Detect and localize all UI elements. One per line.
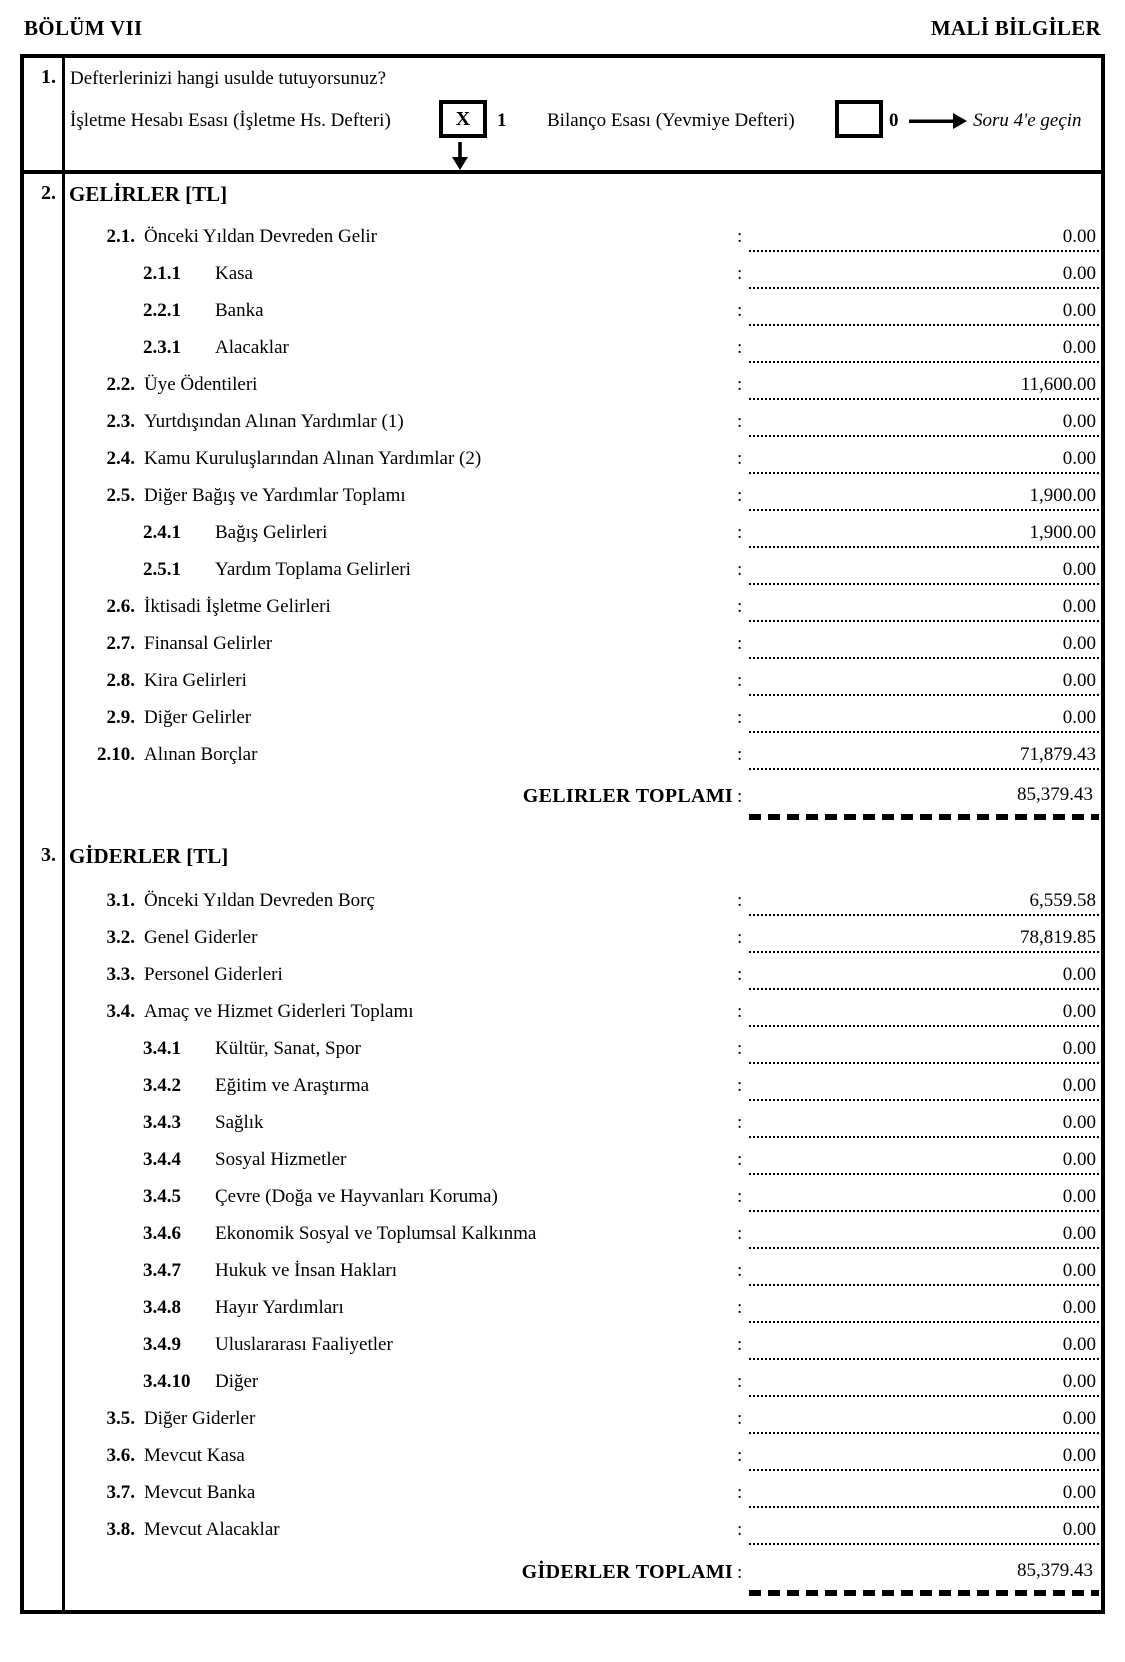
income-row [65, 438, 1101, 475]
row-colon: : [737, 485, 743, 506]
expense-section-number: 3. [41, 844, 56, 866]
row-colon: : [737, 337, 743, 358]
row-label: Önceki Yıldan Devreden Borç [144, 890, 375, 911]
income-total-dashed-line [749, 814, 1099, 820]
row-label: Hukuk ve İnsan Hakları [215, 1260, 398, 1281]
row-value: 0.00 [1062, 1112, 1096, 1133]
row-value-line [749, 1260, 1099, 1286]
row-number: 3.4.9 [143, 1334, 181, 1355]
row-colon: : [737, 707, 743, 728]
row-label: Hayır Yardımları [215, 1297, 344, 1318]
income-row [65, 475, 1101, 512]
expense-total-row [65, 1550, 1101, 1596]
row-number: 2.5.1 [143, 559, 181, 580]
row-value: 78,819.85 [1020, 927, 1096, 948]
row-colon: : [737, 1038, 743, 1059]
row-colon: : [737, 1260, 743, 1281]
expense-total-dashed-line [749, 1590, 1099, 1596]
row-colon: : [737, 1075, 743, 1096]
row-number: 3.4.3 [143, 1112, 181, 1133]
row-colon: : [737, 1408, 743, 1429]
row-value: 0.00 [1062, 1149, 1096, 1170]
row-value: 0.00 [1062, 1075, 1096, 1096]
row-colon: : [737, 1371, 743, 1392]
row-number: 2.3.1 [143, 337, 181, 358]
row-colon: : [737, 374, 743, 395]
row-number: 2.9. [106, 707, 135, 728]
row-number: 2.3. [106, 411, 135, 432]
row-value-line [749, 670, 1099, 696]
row-number: 2.10. [97, 744, 135, 765]
income-total-row [65, 774, 1101, 820]
row-value: 0.00 [1062, 411, 1096, 432]
row-number: 3.7. [106, 1482, 135, 1503]
row-value: 0.00 [1062, 964, 1096, 985]
row-value-line [749, 1223, 1099, 1249]
row-value-line [749, 300, 1099, 326]
row-label: Kamu Kuruluşlarından Alınan Yardımlar (2) [144, 448, 482, 469]
row-value-line [749, 1519, 1099, 1545]
row-value: 0.00 [1062, 448, 1096, 469]
row-colon: : [737, 411, 743, 432]
row-label: Diğer [215, 1371, 259, 1392]
row-value-line [749, 1149, 1099, 1175]
expense-row [65, 991, 1101, 1028]
row-colon: : [737, 1112, 743, 1133]
row-number: 2.5. [106, 485, 135, 506]
option2-checkbox [835, 100, 883, 138]
income-total-colon: : [737, 786, 743, 807]
row-value-line [749, 226, 1099, 252]
row-colon: : [737, 559, 743, 580]
row-value-line [749, 1408, 1099, 1434]
row-number: 3.4.5 [143, 1186, 181, 1207]
row-value: 11,600.00 [1020, 374, 1096, 395]
expense-total-colon: : [737, 1562, 743, 1583]
expense-row [65, 1324, 1101, 1361]
row-label: Kira Gelirleri [144, 670, 247, 691]
down-arrow-icon [449, 142, 471, 176]
row-label: Mevcut Alacaklar [144, 1519, 280, 1540]
income-row [65, 327, 1101, 364]
expense-row [65, 1065, 1101, 1102]
row-value: 0.00 [1062, 226, 1096, 247]
form-table [20, 54, 1105, 1614]
row-value: 0.00 [1062, 1334, 1096, 1355]
row-number: 2.4. [106, 448, 135, 469]
row-label: Kasa [215, 263, 253, 284]
row-colon: : [737, 1482, 743, 1503]
row-number: 3.1. [106, 890, 135, 911]
row-value-line [749, 1112, 1099, 1138]
expense-row [65, 1028, 1101, 1065]
row-label: Sağlık [215, 1112, 264, 1133]
row-colon: : [737, 633, 743, 654]
row-value-line [749, 596, 1099, 622]
row-value-line [749, 890, 1099, 916]
expense-row [65, 917, 1101, 954]
row-number: 3.8. [106, 1519, 135, 1540]
row-value-line [749, 1297, 1099, 1323]
question1-text: Defterlerinizi hangi usulde tutuyorsunuz? [70, 68, 387, 89]
row-value-line [749, 485, 1099, 511]
row-colon: : [737, 670, 743, 691]
row-value-line [749, 1334, 1099, 1360]
row-value: 1,900.00 [1029, 485, 1096, 506]
expense-row [65, 1509, 1101, 1546]
row-number: 3.4.6 [143, 1223, 181, 1244]
row-value: 0.00 [1062, 1223, 1096, 1244]
income-section-number: 2. [41, 182, 56, 204]
skip-note: Soru 4'e geçin [973, 110, 1082, 131]
income-row [65, 586, 1101, 623]
income-row [65, 512, 1101, 549]
row-label: Personel Giderleri [144, 964, 283, 985]
row-value: 71,879.43 [1020, 744, 1096, 765]
row-label: İktisadi İşletme Gelirleri [144, 596, 331, 617]
row-label: Mevcut Kasa [144, 1445, 245, 1466]
row-number: 3.4. [106, 1001, 135, 1022]
row-label: Önceki Yıldan Devreden Gelir [144, 226, 378, 247]
row-number: 3.4.10 [143, 1371, 191, 1392]
row-value: 0.00 [1062, 707, 1096, 728]
expense-total-label: GİDERLER TOPLAMI [521, 1561, 733, 1583]
row-value-line [749, 1038, 1099, 1064]
row-label: Alınan Borçlar [144, 744, 258, 765]
row-value: 0.00 [1062, 1297, 1096, 1318]
row-number: 2.1. [106, 226, 135, 247]
expense-row [65, 1361, 1101, 1398]
row-value: 0.00 [1062, 1408, 1096, 1429]
row-colon: : [737, 1149, 743, 1170]
expense-rows [65, 880, 1101, 1546]
row-label: Diğer Giderler [144, 1408, 256, 1429]
row-number: 3.3. [106, 964, 135, 985]
income-row [65, 623, 1101, 660]
row-value-line [749, 964, 1099, 990]
row-value: 0.00 [1062, 1482, 1096, 1503]
income-total-label: GELIRLER TOPLAMI [522, 785, 733, 807]
row-colon: : [737, 1297, 743, 1318]
row-value: 1,900.00 [1029, 522, 1096, 543]
income-row [65, 364, 1101, 401]
option2-code: 0 [889, 110, 899, 131]
row-value-line [749, 1001, 1099, 1027]
row-value: 6,559.58 [1029, 890, 1096, 911]
income-row [65, 290, 1101, 327]
row-value: 0.00 [1062, 1001, 1096, 1022]
row-colon: : [737, 596, 743, 617]
expense-section-title: GİDERLER [TL] [69, 844, 229, 868]
row-colon: : [737, 263, 743, 284]
row-number: 3.5. [106, 1408, 135, 1429]
row-colon: : [737, 927, 743, 948]
income-row [65, 734, 1101, 771]
income-total-value: 85,379.43 [1017, 784, 1093, 805]
row-colon: : [737, 1445, 743, 1466]
row-number: 2.2.1 [143, 300, 181, 321]
row-label: Mevcut Banka [144, 1482, 256, 1503]
row-colon: : [737, 744, 743, 765]
row-value-line [749, 263, 1099, 289]
row-colon: : [737, 300, 743, 321]
row-label: Yardım Toplama Gelirleri [215, 559, 411, 580]
row-value-line [749, 633, 1099, 659]
row-value-line [749, 744, 1099, 770]
row-colon: : [737, 1186, 743, 1207]
income-row [65, 401, 1101, 438]
income-row [65, 660, 1101, 697]
row-number: 3.4.7 [143, 1260, 181, 1281]
row-value: 0.00 [1062, 1260, 1096, 1281]
row-number: 3.4.8 [143, 1297, 181, 1318]
row-value-line [749, 707, 1099, 733]
row-label: Çevre (Doğa ve Hayvanları Koruma) [215, 1186, 498, 1207]
expense-row [65, 1213, 1101, 1250]
row-value: 0.00 [1062, 1186, 1096, 1207]
row-value-line [749, 411, 1099, 437]
row-number: 3.6. [106, 1445, 135, 1466]
row-number: 3.4.4 [143, 1149, 181, 1170]
row-number: 3.2. [106, 927, 135, 948]
income-row [65, 253, 1101, 290]
row-value-line [749, 522, 1099, 548]
row-colon: : [737, 1223, 743, 1244]
question1-block [65, 58, 1101, 170]
document-header [24, 16, 1101, 41]
row-value: 0.00 [1062, 300, 1096, 321]
row-colon: : [737, 1001, 743, 1022]
row-value-line [749, 1186, 1099, 1212]
income-rows [65, 216, 1101, 771]
row-label: Üye Ödentileri [144, 374, 258, 395]
row-colon: : [737, 890, 743, 911]
row-colon: : [737, 226, 743, 247]
expense-row [65, 1472, 1101, 1509]
section-label: BÖLÜM VII [24, 16, 143, 40]
row-label: Alacaklar [215, 337, 289, 358]
row-value: 0.00 [1062, 1519, 1096, 1540]
income-row [65, 216, 1101, 253]
row-value: 0.00 [1062, 596, 1096, 617]
row-value-line [749, 1482, 1099, 1508]
row-label: Yurtdışından Alınan Yardımlar (1) [144, 411, 404, 432]
row-value: 0.00 [1062, 1371, 1096, 1392]
row-colon: : [737, 1519, 743, 1540]
option1-code: 1 [497, 110, 507, 131]
row-colon: : [737, 448, 743, 469]
row-number: 3.4.2 [143, 1075, 181, 1096]
row-label: Kültür, Sanat, Spor [215, 1038, 361, 1059]
row-value-line [749, 374, 1099, 400]
right-arrow-icon [909, 113, 967, 135]
row-value-line [749, 1445, 1099, 1471]
row-value-line [749, 1371, 1099, 1397]
expense-row [65, 1176, 1101, 1213]
expense-row [65, 1435, 1101, 1472]
expense-row [65, 1250, 1101, 1287]
row-colon: : [737, 1334, 743, 1355]
row-value: 0.00 [1062, 263, 1096, 284]
expense-row [65, 1102, 1101, 1139]
option1-checkbox: X [439, 100, 487, 138]
row-value-line [749, 337, 1099, 363]
row-value: 0.00 [1062, 559, 1096, 580]
row-label: Ekonomik Sosyal ve Toplumsal Kalkınma [215, 1223, 537, 1244]
income-row [65, 697, 1101, 734]
row-colon: : [737, 522, 743, 543]
row-label: Bağış Gelirleri [215, 522, 328, 543]
row-value: 0.00 [1062, 337, 1096, 358]
row-value-line [749, 1075, 1099, 1101]
income-row [65, 549, 1101, 586]
expense-row [65, 1398, 1101, 1435]
row-value: 0.00 [1062, 633, 1096, 654]
row-value: 0.00 [1062, 1038, 1096, 1059]
row-number: 3.4.1 [143, 1038, 181, 1059]
option2-label: Bilanço Esası (Yevmiye Defteri) [547, 110, 795, 131]
row-number: 2.1.1 [143, 263, 181, 284]
row-colon: : [737, 964, 743, 985]
row-number: 2.2. [106, 374, 135, 395]
row-label: Sosyal Hizmetler [215, 1149, 347, 1170]
row-value-line [749, 559, 1099, 585]
row-number: 2.6. [106, 596, 135, 617]
option1-label: İşletme Hesabı Esası (İşletme Hs. Defteri) [70, 110, 391, 131]
row-value: 0.00 [1062, 670, 1096, 691]
row-label: Eğitim ve Araştırma [215, 1075, 370, 1096]
expense-row [65, 1139, 1101, 1176]
form-content [65, 58, 1101, 1610]
question1-number: 1. [41, 66, 56, 88]
row-label: Amaç ve Hizmet Giderleri Toplamı [144, 1001, 414, 1022]
row-label: Diğer Bağış ve Yardımlar Toplamı [144, 485, 406, 506]
row-value-line [749, 927, 1099, 953]
row-label: Banka [215, 300, 264, 321]
row-number: 2.8. [106, 670, 135, 691]
row-label: Finansal Gelirler [144, 633, 273, 654]
expense-row [65, 880, 1101, 917]
expense-row [65, 1287, 1101, 1324]
income-section-title: GELİRLER [TL] [69, 182, 228, 206]
row-number: 2.7. [106, 633, 135, 654]
expense-total-value: 85,379.43 [1017, 1560, 1093, 1581]
row-label: Genel Giderler [144, 927, 258, 948]
row-value-line [749, 448, 1099, 474]
row-label: Diğer Gelirler [144, 707, 252, 728]
row-number: 2.4.1 [143, 522, 181, 543]
page-title: MALİ BİLGİLER [930, 16, 1101, 40]
row-label: Uluslararası Faaliyetler [215, 1334, 393, 1355]
row-value: 0.00 [1062, 1445, 1096, 1466]
expense-row [65, 954, 1101, 991]
